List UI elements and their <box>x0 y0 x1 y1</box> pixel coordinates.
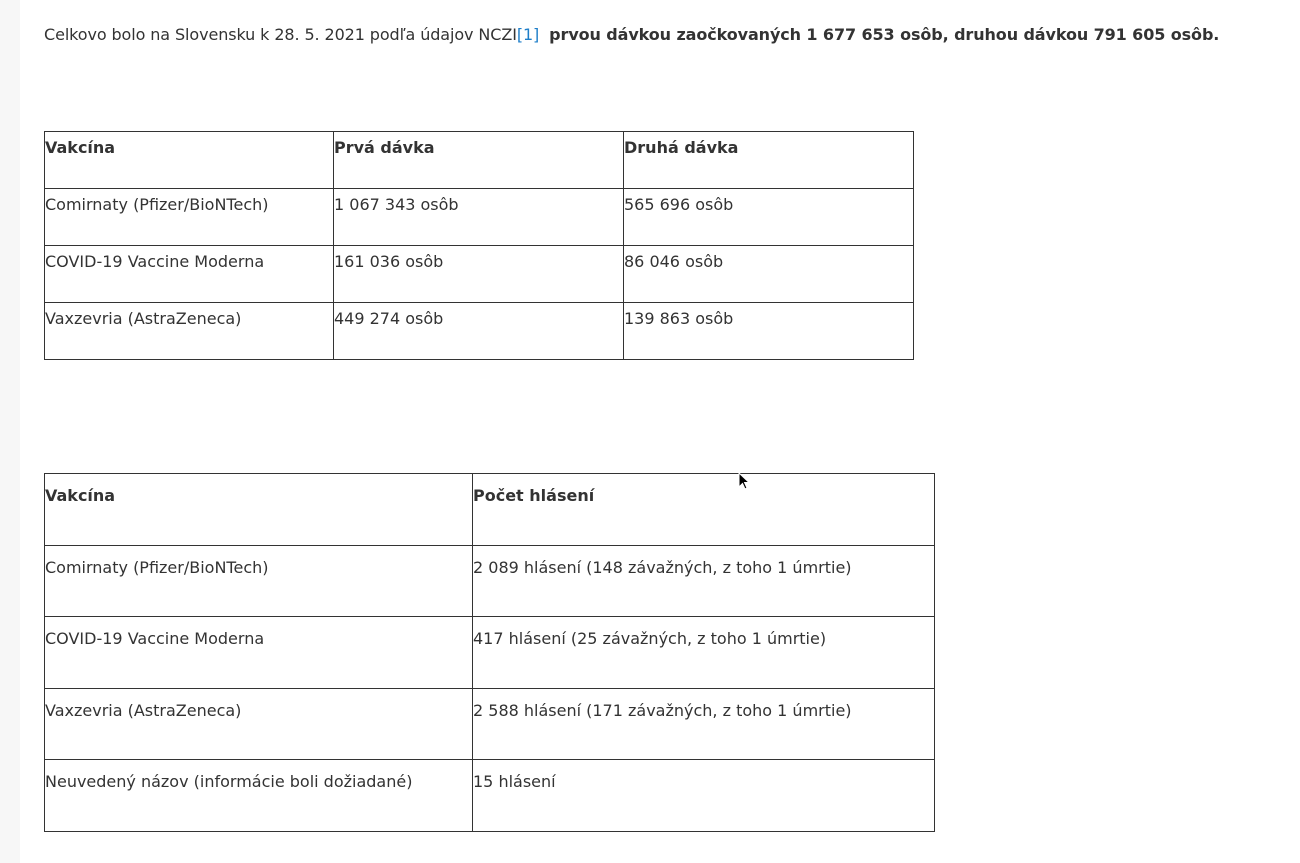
table-row <box>45 545 935 617</box>
table-cell: 2 089 hlásení (148 závažných, z toho 1 úmrtie) <box>473 545 935 617</box>
header-cell-second-dose: Druhá dávka <box>624 132 914 189</box>
table-cell: 565 696 osôb <box>624 189 914 246</box>
table-cell: 449 274 osôb <box>334 303 624 360</box>
table-cell: 139 863 osôb <box>624 303 914 360</box>
table-cell: 86 046 osôb <box>624 246 914 303</box>
reference-link[interactable]: [1] <box>516 25 540 44</box>
table-cell: COVID-19 Vaccine Moderna <box>45 246 334 303</box>
table-cell: 1 067 343 osôb <box>334 189 624 246</box>
table-row <box>45 189 914 246</box>
table-cell: Vaxzevria (AstraZeneca) <box>45 303 334 360</box>
table-header-row <box>45 474 935 546</box>
table-cell: Comirnaty (Pfizer/BioNTech) <box>45 189 334 246</box>
intro-paragraph <box>44 22 1284 48</box>
table-cell: Comirnaty (Pfizer/BioNTech) <box>45 545 473 617</box>
table-cell: 15 hlásení <box>473 760 935 832</box>
table-row <box>45 246 914 303</box>
page-left-margin <box>0 0 20 863</box>
adverse-reports-table <box>44 473 935 832</box>
table-cell: COVID-19 Vaccine Moderna <box>45 617 473 689</box>
header-cell-vaccine: Vakcína <box>45 474 473 546</box>
table-cell: 417 hlásení (25 závažných, z toho 1 úmrtie) <box>473 617 935 689</box>
intro-text: Celkovo bolo na Slovensku k 28. 5. 2021 podľa údajov NCZI <box>44 25 517 44</box>
table-row <box>45 760 935 832</box>
intro-bold-text: prvou dávkou zaočkovaných 1 677 653 osôb, druhou dávkou 791 605 osôb. <box>549 25 1220 44</box>
table-cell: Neuvedený názov (informácie boli dožiadané) <box>45 760 473 832</box>
table-row <box>45 303 914 360</box>
table-row <box>45 617 935 689</box>
table-cell: 2 588 hlásení (171 závažných, z toho 1 úmrtie) <box>473 688 935 760</box>
header-cell-first-dose: Prvá dávka <box>334 132 624 189</box>
vaccination-doses-table <box>44 131 914 360</box>
table-row <box>45 688 935 760</box>
table-header-row <box>45 132 914 189</box>
header-cell-vaccine: Vakcína <box>45 132 334 189</box>
header-cell-report-count: Počet hlásení <box>473 474 935 546</box>
mouse-pointer-icon <box>738 472 750 490</box>
table-cell: Vaxzevria (AstraZeneca) <box>45 688 473 760</box>
table-cell: 161 036 osôb <box>334 246 624 303</box>
